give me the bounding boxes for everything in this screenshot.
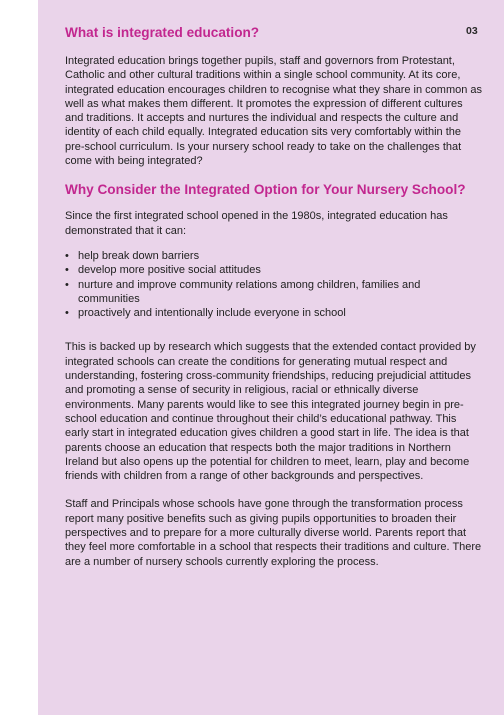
benefits-lead-paragraph: Since the first integrated school opened in the 1980s, integrated education has demonstrated that it can: [65, 210, 448, 237]
benefits-list [65, 249, 483, 320]
page-content [65, 24, 483, 569]
staff-principals-paragraph: Staff and Principals whose schools have gone through the transformation process report many positive benefits such as giving pupils opportunities to broaden their perspectives and to prepare for a more culturally diverse world. Parents report that they feel more comfortable in a school that respects their traditions and culture. There are a number of nursery schools currently exploring the process. [65, 498, 482, 568]
intro-paragraph: Integrated education brings together pupils, staff and governors from Protestant, Catholic and other cultural traditions within a single school community. At its core, integrated education encourages children to recognise what they share in common as well as what makes them different. It promotes the expression of different cultures and traditions. It accepts and nurtures the individual and respects the culture and identity of each child equally. Integrated education sits very comfortably within the pre-school curriculum. Is your nursery school ready to take on the challenges that come with being integrated? [65, 55, 483, 168]
benefit-item-community-relations: • nurture and improve community relations among children, families and communities [65, 278, 483, 307]
section-heading-what-is-integrated-education: What is integrated education? [65, 25, 260, 40]
research-paragraph: This is backed up by research which suggests that the extended contact provided by integrated schools can create the conditions for generating mutual respect and understanding, fostering cross-community friendships, reducing prejudicial attitudes and promoting a sense of security in religious, racial or ethnically diverse environments. Many parents would like to see this integrated journey begin in pre-school education and continue throughout their child’s educational pathway. This early start in integrated education gives children a good start in life. The idea is that parents choose an education that respects both the major traditions in Northern Ireland but also opens up the potential for children to meet, learn, play and become friends with children from a range of other backgrounds and perspectives. [65, 341, 476, 483]
section-heading-why-consider-integrated-option: Why Consider the Integrated Option for Your Nursery School? [65, 182, 466, 198]
page-number: 03 [466, 25, 478, 37]
benefit-item-break-down-barriers: • help break down barriers [65, 249, 483, 263]
benefit-item-positive-attitudes: • develop more positive social attitudes [65, 263, 483, 277]
benefit-item-include-everyone: • proactively and intentionally include everyone in school [65, 306, 483, 320]
